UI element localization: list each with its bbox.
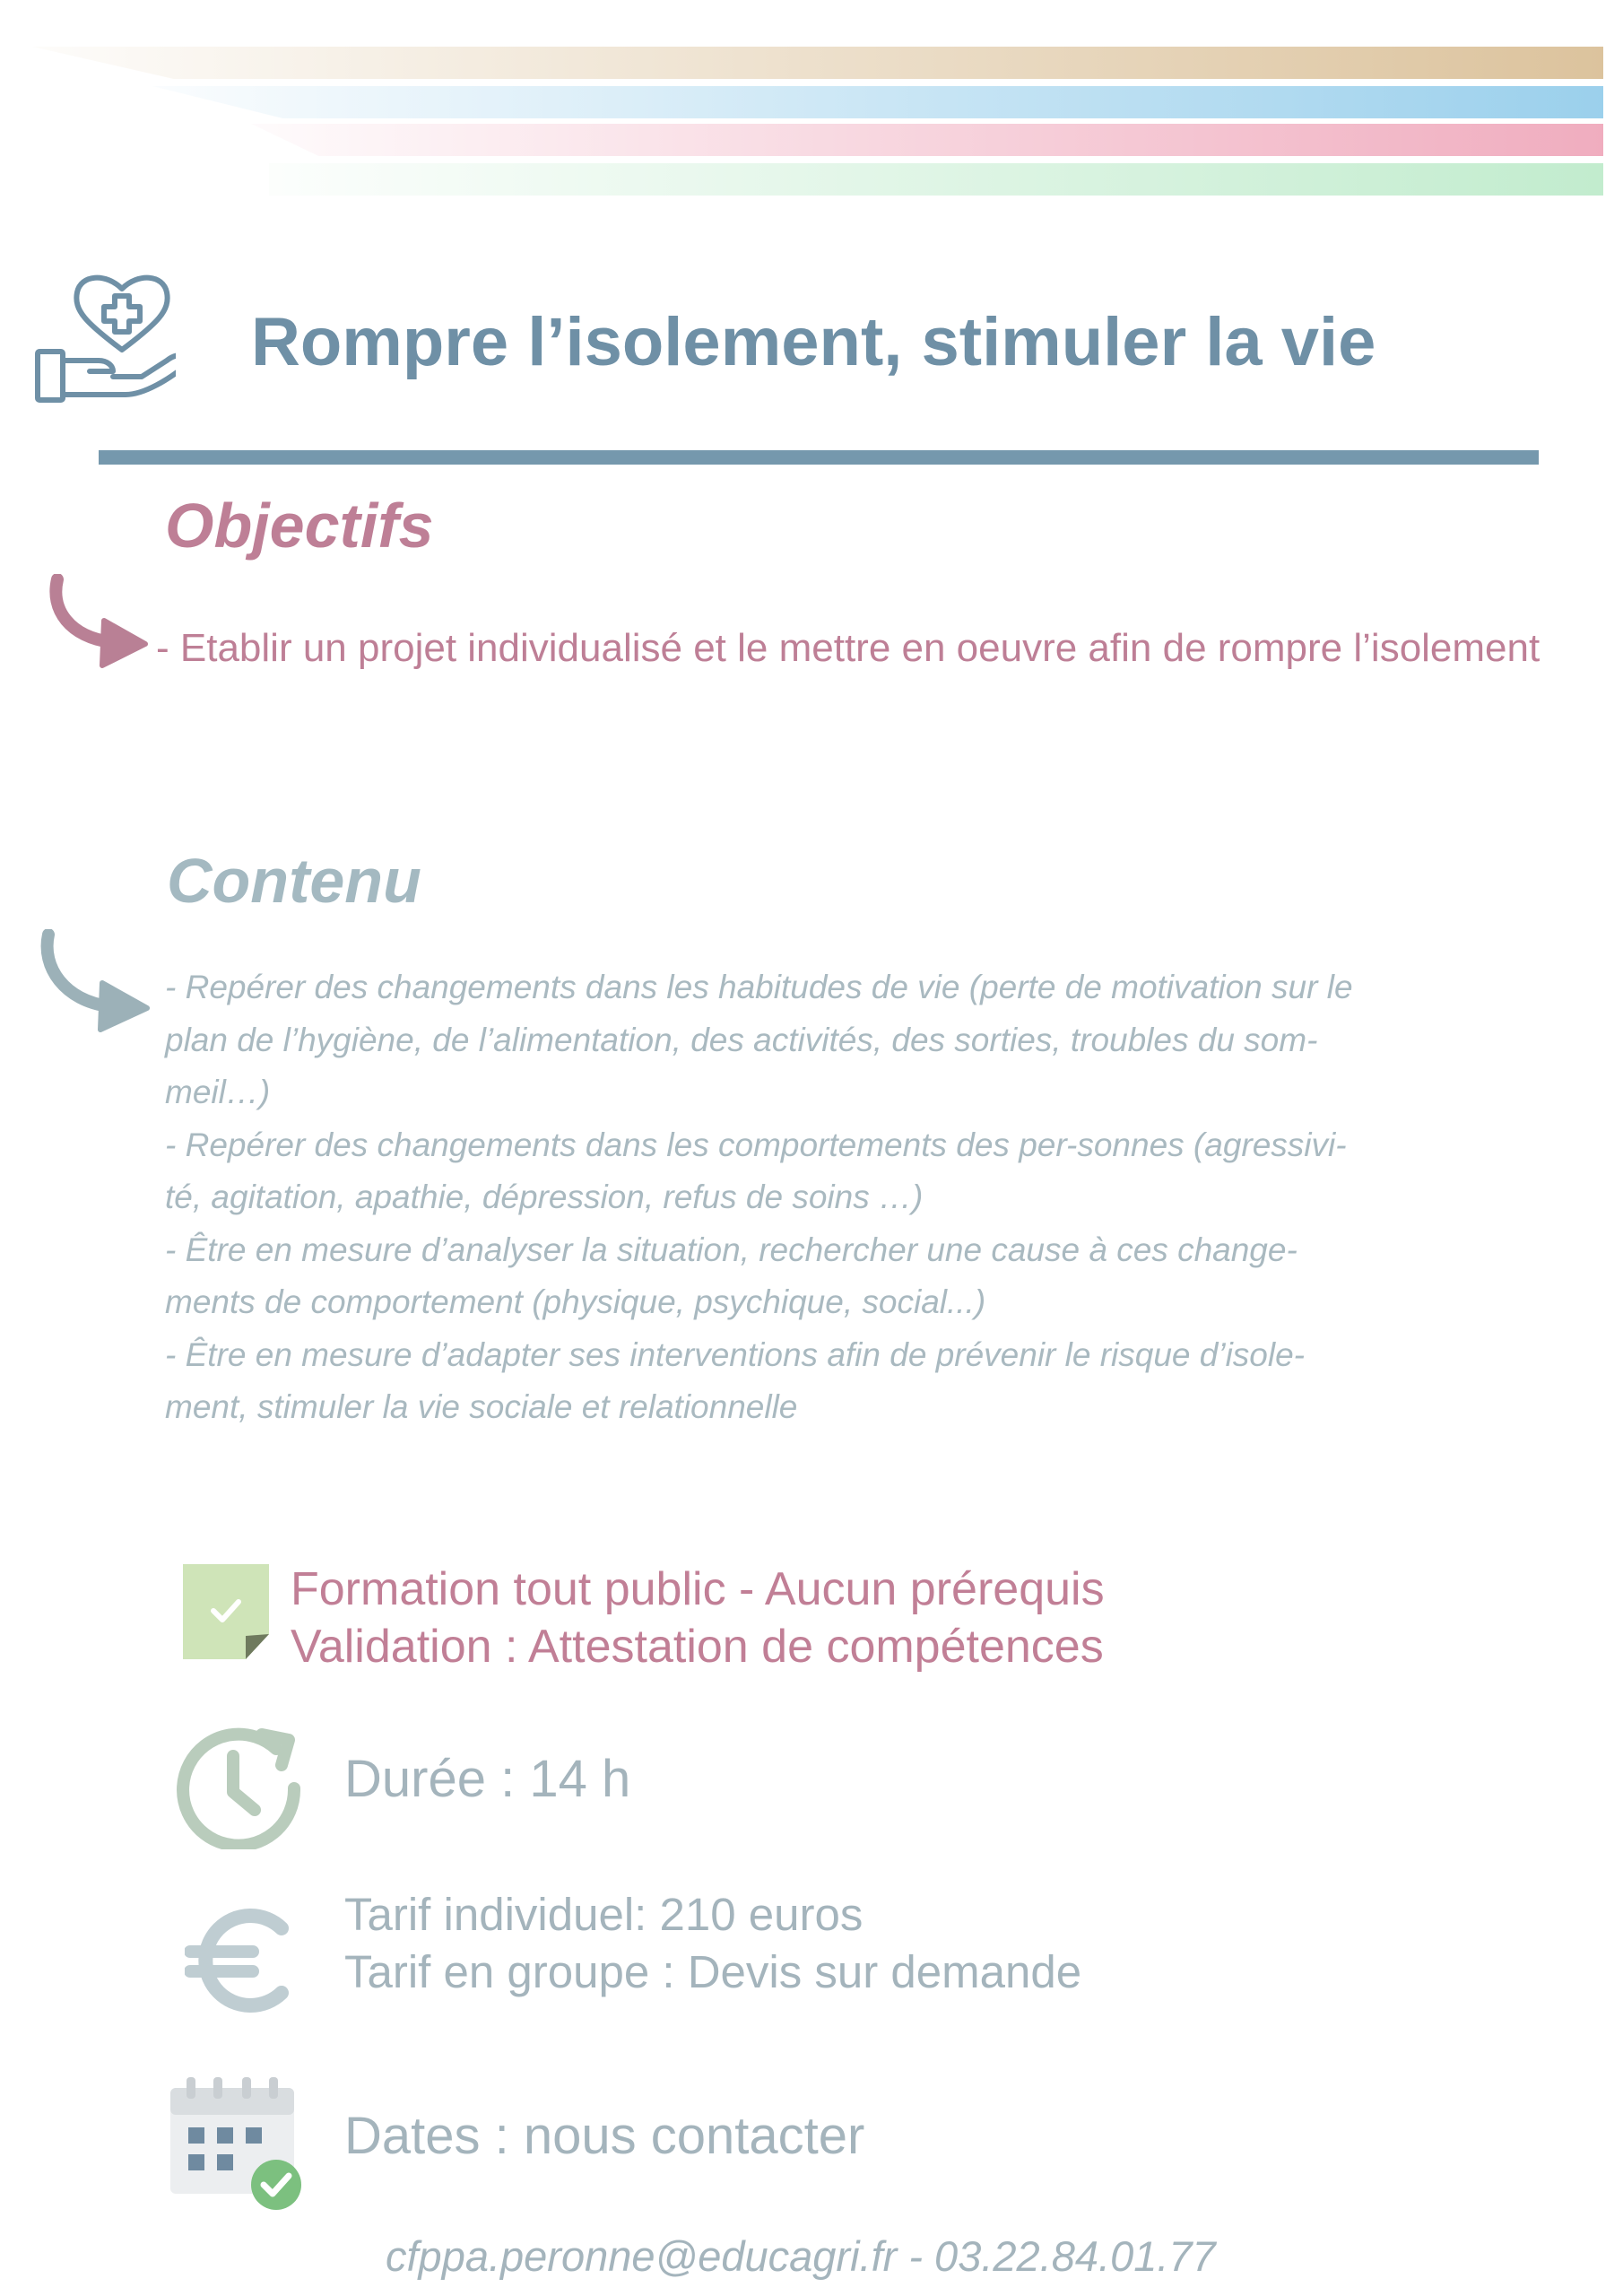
contact-line: cfppa.peronne@educagri.fr - 03.22.84.01.77 bbox=[386, 2232, 1216, 2280]
requirements-block bbox=[291, 1561, 1105, 1675]
contenu-line: té, agitation, apathie, dépression, refus de soins …) bbox=[165, 1178, 924, 1215]
checked-note-icon bbox=[183, 1564, 269, 1659]
page-title: Rompre l’isolement, stimuler la vie bbox=[251, 304, 1376, 380]
objectifs-heading: Objectifs bbox=[165, 491, 434, 561]
clock-icon bbox=[176, 1724, 301, 1849]
contenu-heading: Contenu bbox=[167, 846, 421, 916]
decorative-stripe-green bbox=[269, 163, 1603, 196]
calendar-check-icon bbox=[167, 2074, 310, 2210]
dates-text: Dates : nous contacter bbox=[344, 2107, 865, 2165]
contenu-line: plan de l’hygiène, de l’alimentation, des activités, des sorties, troubles du som- bbox=[165, 1021, 1318, 1058]
tarif-block bbox=[344, 1886, 1081, 2001]
decorative-stripe-pink bbox=[251, 124, 1603, 156]
tarif-groupe-text: Tarif en groupe : Devis sur demande bbox=[344, 1946, 1082, 1997]
objectifs-text: - Etablir un projet individualisé et le mettre en oeuvre afin de rompre l’isolement bbox=[156, 626, 1541, 670]
contenu-list bbox=[165, 961, 1519, 1434]
public-text: Formation tout public - Aucun prérequis bbox=[291, 1563, 1105, 1615]
tarif-individuel-text: Tarif individuel: 210 euros bbox=[344, 1889, 864, 1940]
duree-text: Durée : 14 h bbox=[344, 1750, 631, 1808]
contenu-line: - Repérer des changements dans les habitudes de vie (perte de motivation sur le bbox=[165, 969, 1353, 1005]
title-divider bbox=[99, 450, 1539, 465]
contenu-line: - Repérer des changements dans les comportements des per-sonnes (agressivi- bbox=[165, 1126, 1347, 1163]
contenu-line: ment, stimuler la vie sociale et relationnelle bbox=[165, 1388, 798, 1425]
heart-hand-icon bbox=[32, 267, 176, 411]
curved-arrow-icon bbox=[45, 574, 152, 673]
contenu-line: ments de comportement (physique, psychique, social...) bbox=[165, 1283, 986, 1320]
decorative-stripe-blue bbox=[152, 86, 1603, 118]
validation-text: Validation : Attestation de compétences bbox=[291, 1621, 1104, 1673]
euro-icon bbox=[185, 1907, 292, 2014]
curved-arrow-icon bbox=[38, 929, 154, 1037]
contenu-line: meil…) bbox=[165, 1074, 271, 1110]
contenu-line: - Être en mesure d’adapter ses interventions afin de prévenir le risque d’isole- bbox=[165, 1335, 1305, 1373]
contenu-line: - Être en mesure d’analyser la situation, rechercher une cause à ces change- bbox=[165, 1231, 1298, 1268]
decorative-stripe-gold bbox=[32, 47, 1603, 79]
